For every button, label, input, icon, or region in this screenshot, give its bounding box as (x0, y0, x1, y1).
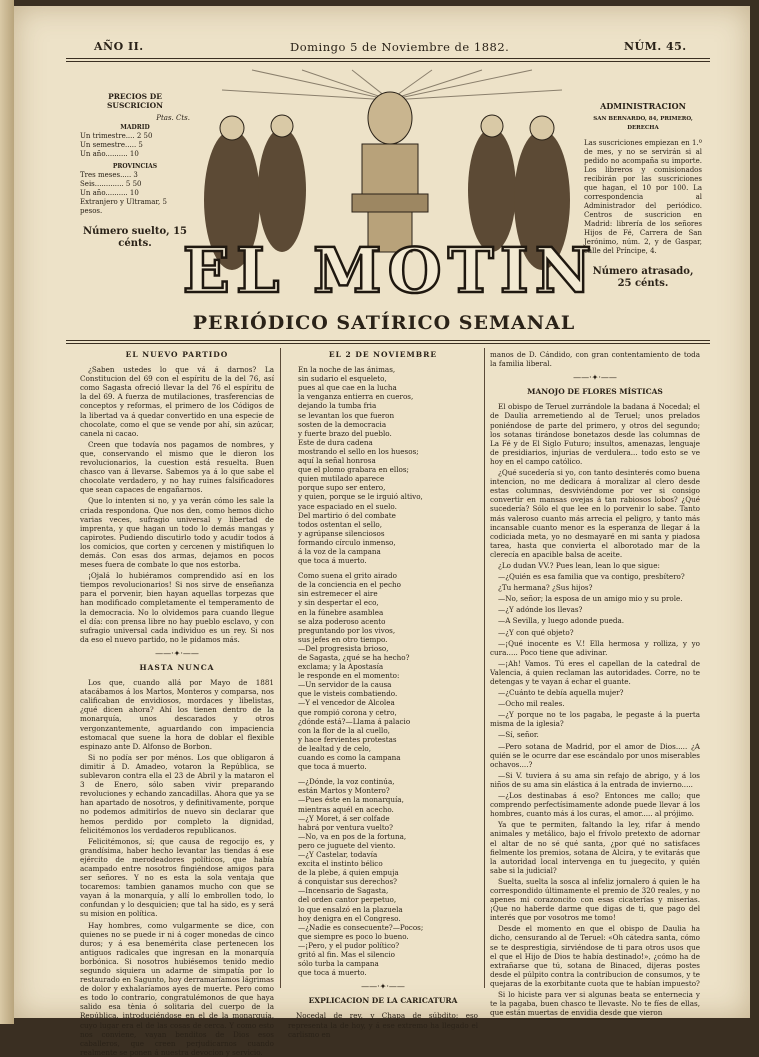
verse-line: sosten de la democracia (298, 419, 387, 429)
paragraph: Felicitémonos, sí; que causa de regocijo es, y grandísima, haber hecho levantar las tiendas á ese ejército de merodeadores políticos, que había acampado entre nosotros fingiéndose amigos para ser señores. Y no es esta la sola ventaja que tocaremos: tambien ganamos mucho con que se vayan á la monarquía, y allí lo embrollen todo, lo confundan y lo desquicien; que tal ha sido, es y será su mision en política. (80, 836, 274, 919)
verse-line: mostrando el sello en los huesos; (298, 446, 419, 456)
madrid-row-3: Un año.......... 10 (80, 150, 139, 158)
article-title: MANOJO DE FLORES MÍSTICAS (527, 387, 663, 397)
prov-row-3: Un año.......... 10 (80, 189, 139, 197)
verse-line: y hace fervientes protestas (298, 734, 397, 744)
subtitle-rule (66, 340, 710, 341)
column-divider (484, 348, 485, 988)
verse-line: sin sudario el esqueleto, (298, 374, 387, 384)
dialogue-line: —¿Los destinabas á eso? Entonces me callo; que comprendo perfectísimamente adonde puede llevar á los hombres, cuanto más á los curas, el amor..... al prójimo. (490, 791, 700, 819)
madrid-row-1: Un trimestre.... 2 50 (80, 132, 153, 140)
paragraph: Que lo intenten si no, y ya verán cómo les sale la criada respondona. Que nos den, como hemos dicho varias veces, sufragio universal y libertad de imprenta, y que hagan un todo lo demás mangas y capirotes. Pudiendo discutirlo todo y acudir todos á los comicios, que corten y cercenen y mistifiquen lo demás. Con esas dos armas, dejamos en pocos meses fuera de combate lo que nos estorba. (80, 496, 274, 570)
verse-line: que le visteis combatiendo. (298, 689, 398, 699)
verse-line: exclama; y la Apostasía (298, 662, 384, 672)
paragraph: ¡Ojalá lo hubiéramos comprendido así en los tiempos revolucionarios! Si nos sirve de enseñanza para el porvenir, bien hayan aquellas torpezas que han modificado completamente el temperamento de la democracia. No lo olvidemos para cuando llegue el día: con prensa libre no hay pueblo esclavo, y con sufragio universal cada individuo es un rey. Si nos da eso el nuevo partido, no le pidamos más. (80, 571, 274, 644)
verse-line: —Y el vencedor de Alcolea (298, 698, 395, 708)
paragraph: Suelta, suelta la sosca al infeliz jornalero á quien le ha correspondido últimamente el premio de 320 reales, y no apenes mi corazoncito con esas cicaterías y miserias. ¡Que no haberde darme que digas de ti, que pago del interés que por vosotros me tomo! (490, 876, 700, 923)
issue-date: Domingo 5 de Noviembre de 1882. (290, 40, 510, 54)
dialogue-line: —¡Ah! Vamos. Tú eres el capellan de la catedral de Valencia, á quien reclaman las autoridades. Corre, no te detengas y te vayan á echar el guante. (490, 658, 700, 686)
verse-line: Del martirio ó del combate (298, 510, 396, 520)
verse-line: formando círculo inmenso, (298, 537, 396, 547)
paragraph: El obispo de Teruel zurrándole la badana á Nocedal; el de Daulia arremetiendo al de Teruel; unos prelados poniéndose de parte del primero, y otros del segundo; los sotanas tirándose bonetazos desde las columnas de La Fé y de El Siglo Futuro; insultos, amenazas, lenguaje de presidiarios, injurias de verdulera... todo esto se ve hoy en el campo católico. (490, 402, 700, 466)
column-2 (288, 350, 478, 1039)
ornament: ——·✦·—— (573, 373, 617, 383)
dialogue-line: —¿Y con qué objeto? (498, 627, 574, 637)
verse-line: dejando la tumba fria (298, 401, 377, 411)
paragraph: Los que, cuando allá por Mayo de 1881 atacábamos á los Martos, Monteros y comparsa, nos calificaban de envidiosos, mordaces y libelistas, ¿qué dicen ahora? Ahí los tienen dentro de la monarquía, unos descarados y otros vergonzantemente, aguardando con impaciencia estomacal que suene la hora de doblar el flexible espinazo ante D. Alfonso de Borbon. (80, 678, 274, 751)
prov-row-2: Seis............. 5 50 (80, 180, 142, 188)
paragraph: ¿Qué sucedería si yo, con tanto desinterés como buena intencion, no me dedicara á moralizar al clero desde estas columnas, desviviéndome por ver si consigo convertir en mansas ovejas á tan rabiosos lobos? ¿Qué sucedería? Sólo el que lee en lo porvenir lo sabe. Tanto más valeroso cuanto más arrecia el peligro, y tanto más incansable cuanto menor es la esperanza de llegar á la codiciada meta, yo no desmayaré en mi santa y piadosa tarea, hasta que convierta el alborotado mar de la clerecía en apacible balsa de aceite. (490, 468, 700, 559)
verse-line: de lealtad y de celo, (298, 743, 372, 753)
verse-line: y agrúpanse silenciosos (298, 528, 385, 538)
verse-line: en la fúnebre asamblea (298, 607, 384, 617)
verse-line: Como suena el grito airado (298, 571, 397, 581)
dialogue (490, 572, 700, 818)
verse-line: todos ostentan el sello, (298, 519, 382, 529)
dialogue-line: —Sí, señor. (498, 730, 539, 740)
verse-line: á la voz de la campana (298, 546, 381, 556)
verse-line: se alza poderoso acento (298, 616, 386, 626)
dialogue-line: —Si V. tuviera á su ama sin refajo de abrigo, y á los niños de su ama sin elástica á la entrada de invierno..... (490, 770, 700, 789)
paragraph: Creen que todavía nos pagamos de nombres, y que, conservando el mismo que le dieron los revolucionarios, la cuestion está resuelta. Buen chasco van á llevarse. Sabemos ya á lo que sabe el chocolate verdadero, y no hay ruines falsificadores que sean capaces de engañarnos. (80, 439, 274, 495)
subscription-prices (80, 92, 190, 250)
verse-line: porque supo ser entero, (298, 483, 386, 493)
masthead-title: EL MOTIN (182, 234, 598, 307)
newspaper-page (14, 6, 750, 1057)
poem-stanza-2 (288, 571, 478, 771)
verse-line: —¿Y Castelar, todavía (298, 849, 378, 859)
prov-row-1: Tres meses..... 3 (80, 171, 138, 179)
verse-line: que rompió corona y cetro, (298, 707, 397, 717)
verse-line: sus jefes en otro tiempo. (298, 634, 388, 644)
verse-line: la venganza entierra en cueros, (298, 392, 414, 402)
verse-line: están Martos y Montero? (298, 786, 390, 796)
column-3 (490, 350, 700, 1018)
paragraph: Ya que te permiten, faltando la ley, rifar á mendo animales y metálico, bajo el frívolo pretexto de adornar el altar de no sé qué santa, ¿por qué no satisfaces fielmente los premios, sotana de Alcira, y te evitarás que la autoridad local intervenga en tu juegecito, y quién sabe si la judicial? (490, 820, 700, 875)
verse-line: —¡Pero, y el pudor político? (298, 940, 400, 950)
single-issue-price: Número suelto, 15 cénts. (82, 226, 187, 249)
dialogue-line: —A Sevilla, y luego adonde pueda. (498, 616, 625, 626)
paragraph: ¿Lo dudan VV.? Pues lean, lean lo que sigue: (498, 560, 660, 570)
header-rule (66, 58, 710, 59)
verse-line: sin estremecer el aire (298, 589, 378, 599)
verse-line: En la noche de las ánimas, (298, 365, 396, 375)
verse-line: —¿Nadie es consecuente?—Pocos; (298, 922, 424, 932)
back-issue-price: Número atrasado, 25 cénts. (592, 266, 694, 289)
verse-line: del orden cantor perpetuo, (298, 895, 397, 905)
verse-line: preguntando por los vivos, (298, 625, 396, 635)
dialogue-line: —¿Cuánto te debía aquella mujer? (498, 688, 624, 698)
madrid-label: MADRID (120, 124, 150, 131)
verse-line: —Incensario de Sagasta, (298, 886, 389, 896)
verse-line: sólo turba la campana (298, 959, 379, 969)
verse-line: y fuerte brazo del pueblo. (298, 428, 392, 438)
verse-line: le responde en el momento: (298, 671, 400, 681)
verse-line: —No, va en pos de la fortuna, (298, 831, 407, 841)
verse-line: —¿Y Moret, á ser colfade (298, 813, 390, 823)
masthead-illustration (182, 70, 598, 314)
ornament: ——·✦·—— (155, 648, 199, 658)
paragraph: Desde el momento en que el obispo de Daulia ha dicho, censurando al de Teruel: «Oh cátedra santa, cómo se te desprestigia, sirviéndose de ti para otros usos que el que el Hijo de Dios te había destinado!», ¿cómo ha de extrañarse que tú, sotana de Binaced, dijeras postes desde el púlpito contra la contribucion de consumos, y te quejaras de la exorbitante cuota que te habían impuesto? (490, 924, 700, 988)
verse-line: pero ce juguete del viento. (298, 840, 396, 850)
verse-line: de la conciencia en el pecho (298, 580, 401, 590)
verse-line: Este de dura cadena (298, 437, 373, 447)
verse-line: quien mutilado aparece (298, 474, 385, 484)
header-rule-2 (66, 61, 710, 62)
verse-line: —¿Dónde, la voz continúa, (298, 777, 395, 787)
issue-number: NÚM. 45. (624, 40, 687, 53)
article-title: EL NUEVO PARTIDO (125, 350, 229, 359)
verse-line: pues al que cae en la lucha (298, 383, 397, 393)
verse-line: de la plebe, á quien empuja (298, 868, 399, 878)
prices-title: PRECIOS DE SUSCRICION (107, 92, 163, 110)
paragraph: Si no podía ser por ménos. Los que obligaron á dimitir á D. Amadeo, votaron la República, se sublevaron contra ella el 23 de Abril y la mataron el 3 de Enero, sólo saben vivir preparando revoluciones y echando zancadillas. Ahora que ya se han apartado de nosotros, y definitivamente, porque no podemos admitirlos de nuevo sin declarar que hemos perdido por completo la dignidad, felicitémonos los verdaderos republicanos. (80, 752, 274, 835)
dialogue-line: ¿Tu hermana? ¿Sus hijos? (498, 583, 593, 593)
paragraph: ¿Saben ustedes lo que vá á darnos? La Constitucion del 69 con el espíritu de la del 76, así como Sagasta ofreció llevar la del 76 el espíritu de la del 69. A fuerza de mutilaciones, trasferencias de conceptos y reformas, el primero de los Códigos de la libertad va á quedar convertido en una especie de chocolate, como el que se vende por ahí, sin azúcar, canela ni cacao. (80, 365, 274, 438)
verse-line: lo que ensalzó en la plazuela (298, 904, 403, 914)
verse-line: con la flor de la al cuello, (298, 725, 390, 735)
article-title: HASTA NUNCA (139, 663, 215, 672)
verse-line: habrá por ventura vuelto? (298, 822, 393, 832)
verse-line: y sin despertar el eco, (298, 598, 379, 608)
provincias-label: PROVINCIAS (112, 163, 158, 170)
paragraph: Si lo hiciste para ver si algunas beata se enterneciа y te la pagaba, buen chasco te llevaste. No te fíes de ellas, que están muertas de envidia desde que vieron (490, 990, 700, 1018)
verse-line: se levantan los que fueron (298, 410, 395, 420)
article-title: EXPLICACION DE LA CARICATURA (308, 996, 458, 1006)
extranjero-row: Extranjero y Ultramar, 5 pesos. (80, 198, 167, 215)
verse-line: —Del progresista brioso, (298, 643, 389, 653)
issue-year: AÑO II. (94, 40, 144, 53)
verse-line: mientras aquél en acecho. (298, 804, 394, 814)
verse-line: que el plomo grabara en ellos; (298, 465, 409, 475)
madrid-row-2: Un semestre..... 5 (80, 141, 143, 149)
verse-line: que toca á muerto. (298, 968, 367, 978)
verse-line: de Sagasta, ¿qué se ha hecho? (298, 653, 410, 662)
paragraph: Hay hombres, como vulgarmente se dice, con quienes no se puede ir ni á coger monedas de cinco duros; y á esa benemérita clase pertenecen los antiguos radicales que ingresan en la monarquía borbónica. Si nosotros hubiésemos tenido medio segundo siquiera un adarme de simpatía por lo restaurado en Sagunto, hoy derramaríamos lágrimas de dolor y exhalaríamos ayes de muerte. Pero como es todo lo contrario, congratulémonos de que haya salido esa tènia ó solitaria del cuerpo de la República, introduciéndose en el de la monarquía, cuyo lugar era el de las cosas de cerca. Y como esto nos conviene, vayan benditos de Dios esos caballeros, que creen perjudicarnos cuando realmente se ponen á nuestra devocion y servicio. (80, 920, 274, 1057)
column-1 (80, 350, 274, 1057)
verse-line: hoy denigra en el Congreso. (298, 913, 401, 923)
dialogue-line: —¡Qué inocente es V.! Ella hermosa y rolliza, y yo cura..... Poco tiene que adivinar. (490, 638, 700, 657)
paragraph: manos de D. Cándido, con gran contentamiento de toda la familia liberal. (490, 350, 700, 369)
ornament: ——·✦·—— (361, 982, 405, 992)
poem-title: EL 2 DE NOVIEMBRE (328, 350, 438, 359)
admin-text: Las suscriciones empiezan en 1.º de mes, y no se servirán si al pedido no acompaña su importe. Los libreros y comisionados recibirán por las suscriciones que hagan, el 10 por 100. La correspondencia al Administrador del periódico. Centros de suscricion en Madrid: librería de los señores Hijos de Fé, Carrera de San Jerónimo, núm. 2, y de Gaspar, calle del Príncipe, 4. (584, 139, 702, 255)
poem-stanza-1 (288, 365, 478, 565)
admin-title: ADMINISTRACION (600, 101, 686, 111)
verse-line: ¿dónde está?—Llama á palacio (298, 716, 411, 726)
verse-line: que toca á muerto. (298, 556, 367, 566)
verse-line: que toca á muerto. (298, 762, 367, 772)
paragraph: Nocedal de rey, y Chapa de súbdito; eso representa la de hoy, y á ese extremo ha llegado el carlismo en (288, 1011, 478, 1039)
book-spine (0, 0, 14, 1024)
dialogue-line: —¿Y porque no te los pagaba, le pegaste á la puerta misma de la iglesia? (490, 710, 700, 729)
verse-line: á conquistar sus derechos? (298, 877, 398, 887)
prices-cols: Ptas. Cts. (156, 114, 190, 122)
verse-line: excita el instinto bélico (298, 859, 383, 869)
verse-line: que siempre es poco lo bueno. (298, 931, 409, 941)
subtitle: PERIÓDICO SATÍRICO SEMANAL (192, 312, 576, 334)
masthead-engraving (182, 70, 598, 314)
verse-line: aquí la señal honrosa (298, 456, 376, 466)
verse-line: yace espaciado en el suelo. (298, 501, 397, 511)
subtitle-rule-2 (66, 343, 710, 344)
verse-line: gritó al fin. Mas el silencio (298, 950, 395, 959)
dialogue-line: —¿Quién es esa familia que va contigo, presbítero? (498, 572, 685, 582)
dialogue-line: —Pero sotana de Madrid, por el amor de Dios..... ¿A quién se le ocurre dar ese escándalo por unos miserables ochavos....? (490, 741, 700, 769)
dialogue-line: —No, señor; la esposa de un amigo mio y su prole. (498, 594, 683, 604)
verse-line: cuando es como la campana (298, 753, 401, 763)
administration-box (584, 102, 702, 290)
poem-stanza-3 (288, 777, 478, 977)
column-divider (280, 348, 281, 988)
dialogue-line: —¿Y adónde los llevas? (498, 605, 583, 615)
verse-line: —Un servidor de la causa (298, 680, 392, 690)
verse-line: y quien, porque se le irguió altivo, (298, 492, 423, 502)
dialogue-line: —Ocho mil reales. (498, 699, 565, 709)
admin-address: SAN BERNARDO, 84, PRIMERO, DERECHA (593, 116, 693, 131)
verse-line: —Pues éste en la monarquía, (298, 795, 404, 805)
